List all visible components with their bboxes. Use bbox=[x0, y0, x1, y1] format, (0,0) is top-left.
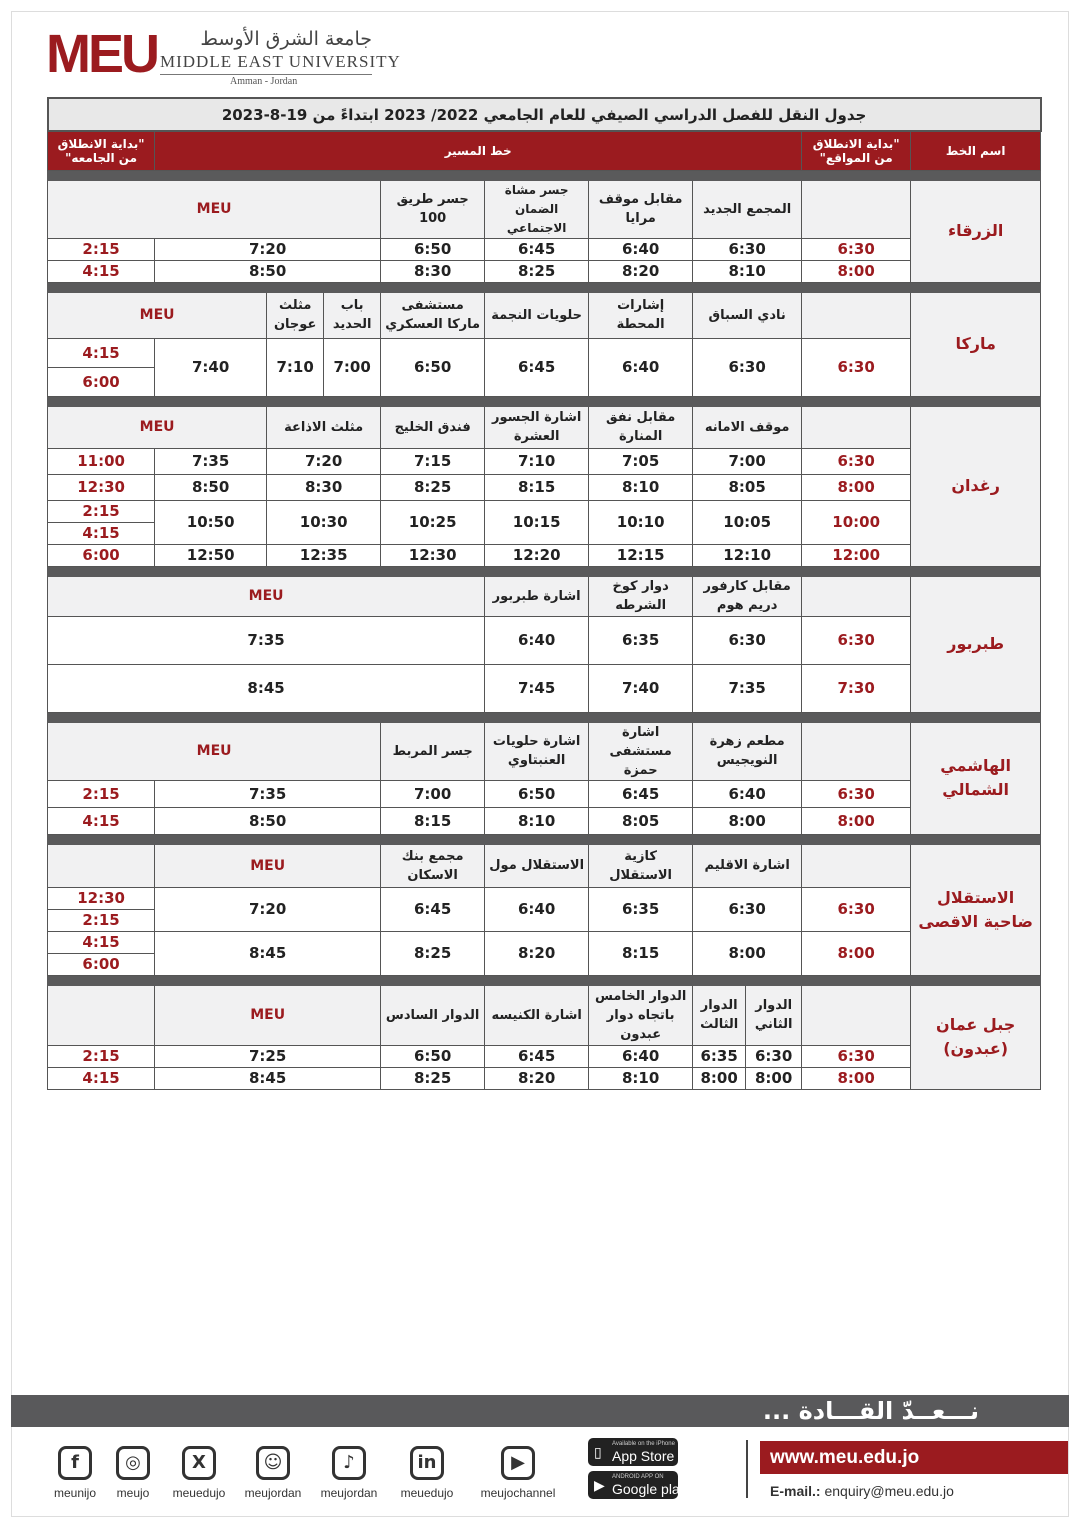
stop-time: 8:25 bbox=[381, 931, 485, 975]
blank-cell bbox=[802, 576, 911, 616]
stop-name: حلويات النجمة bbox=[485, 292, 589, 338]
stop-name: مثلث الاذاعة bbox=[267, 406, 381, 448]
blank-cell bbox=[802, 722, 911, 780]
start-time: 6:30 bbox=[802, 1045, 911, 1067]
university-departure-time: 12:30 bbox=[48, 887, 155, 909]
section-separator bbox=[48, 396, 1041, 406]
meu-arrival-time: 8:50 bbox=[155, 260, 381, 282]
app-store-label: App Store bbox=[612, 1448, 675, 1464]
stop-time: 8:00 bbox=[693, 807, 802, 834]
university-departure-time: 6:00 bbox=[48, 544, 155, 566]
social-label: meujordan bbox=[244, 1486, 302, 1500]
stop-time: 6:40 bbox=[589, 1045, 693, 1067]
stop-name: مطعم زهرة النويجيس bbox=[693, 722, 802, 780]
university-departure-time: 11:00 bbox=[48, 448, 155, 474]
university-departure-time: 12:30 bbox=[48, 474, 155, 500]
google-play-icon: ▶ bbox=[594, 1477, 605, 1493]
social-snapchat[interactable] bbox=[238, 1446, 308, 1500]
stop-time: 6:50 bbox=[485, 780, 589, 807]
line-marka: ماركا bbox=[911, 292, 1041, 396]
stop-time: 6:30 bbox=[693, 616, 802, 664]
stop-time: 6:50 bbox=[381, 338, 485, 396]
meu-arrival-time: 7:25 bbox=[155, 1045, 381, 1067]
meu-label: MEU bbox=[155, 844, 381, 887]
blank-cell bbox=[802, 844, 911, 887]
start-time: 8:00 bbox=[802, 474, 911, 500]
stop-time: 6:30 bbox=[693, 887, 802, 931]
stop-time: 8:00 bbox=[693, 1067, 746, 1089]
meu-label: MEU bbox=[48, 576, 485, 616]
meu-arrival-time: 7:40 bbox=[155, 338, 267, 396]
app-store-small: Available on the iPhone bbox=[612, 1441, 675, 1447]
stop-time: 8:10 bbox=[693, 260, 802, 282]
blank-cell bbox=[48, 985, 155, 1045]
blank-cell bbox=[802, 985, 911, 1045]
university-departure-time: 4:15 bbox=[48, 522, 155, 544]
stop-name: الدوار الخامس باتجاه دوار عبدون bbox=[589, 985, 693, 1045]
social-label: meuedujo bbox=[400, 1486, 454, 1500]
stop-time: 8:20 bbox=[589, 260, 693, 282]
logo-divider bbox=[160, 74, 372, 75]
section-separator bbox=[48, 975, 1041, 985]
stop-time: 6:50 bbox=[381, 238, 485, 260]
meu-label: MEU bbox=[48, 406, 267, 448]
stop-time: 6:40 bbox=[693, 780, 802, 807]
section-separator bbox=[48, 566, 1041, 576]
stop-time: 6:40 bbox=[485, 616, 589, 664]
stop-name: مقابل موقف مرايا bbox=[589, 180, 693, 238]
stop-time: 10:10 bbox=[589, 500, 693, 544]
linkedin-icon: in bbox=[410, 1446, 444, 1480]
university-departure-time: 2:15 bbox=[48, 238, 155, 260]
stop-name: كازية الاستقلال bbox=[589, 844, 693, 887]
social-instagram[interactable] bbox=[98, 1446, 168, 1500]
stop-name: إشارات المحطة bbox=[589, 292, 693, 338]
stop-time: 8:30 bbox=[381, 260, 485, 282]
header-line-name: اسم الخط bbox=[911, 131, 1041, 170]
university-departure-time: 2:15 bbox=[48, 1045, 155, 1067]
meu-arrival-time: 10:50 bbox=[155, 500, 267, 544]
header-route: خط المسير bbox=[155, 131, 802, 170]
stop-time: 8:00 bbox=[746, 1067, 802, 1089]
start-time: 12:00 bbox=[802, 544, 911, 566]
header-start-sites: "بداية الانطلاق من المواقع" bbox=[802, 131, 911, 170]
stop-time: 8:20 bbox=[485, 1067, 589, 1089]
stop-time: 6:50 bbox=[381, 1045, 485, 1067]
snapchat-icon: ☺ bbox=[256, 1446, 290, 1480]
social-label: meujochannel bbox=[480, 1486, 556, 1500]
section-separator bbox=[48, 282, 1041, 292]
university-departure-time: 4:15 bbox=[48, 260, 155, 282]
email-address[interactable]: enquiry@meu.edu.jo bbox=[824, 1483, 954, 1499]
transport-schedule-table bbox=[47, 97, 1042, 1090]
stop-time: 6:45 bbox=[381, 887, 485, 931]
stop-name: باب الحديد bbox=[324, 292, 381, 338]
section-separator bbox=[48, 170, 1041, 180]
stop-time: 8:15 bbox=[589, 931, 693, 975]
google-play-small: ANDROID APP ON bbox=[612, 1474, 664, 1480]
meu-arrival-time: 12:50 bbox=[155, 544, 267, 566]
start-time: 8:00 bbox=[802, 260, 911, 282]
stop-name: الدوار الثالث bbox=[693, 985, 746, 1045]
stop-time: 6:30 bbox=[693, 338, 802, 396]
stop-time: 6:40 bbox=[485, 887, 589, 931]
stop-time: 8:05 bbox=[693, 474, 802, 500]
stop-name: الدوار الثاني bbox=[746, 985, 802, 1045]
stop-time: 10:15 bbox=[485, 500, 589, 544]
stop-time: 7:35 bbox=[693, 664, 802, 712]
stop-time: 6:40 bbox=[589, 238, 693, 260]
stop-time: 8:25 bbox=[381, 1067, 485, 1089]
header-start-university: "بداية الانطلاق من الجامعه" bbox=[48, 131, 155, 170]
stop-time: 8:15 bbox=[381, 807, 485, 834]
stop-name: جسر مشاة الضمان الاجتماعي bbox=[485, 180, 589, 238]
stop-name: مثلث عوجان bbox=[267, 292, 324, 338]
logo-abbr: MEU bbox=[46, 24, 157, 84]
meu-label: MEU bbox=[48, 292, 267, 338]
start-time: 8:00 bbox=[802, 807, 911, 834]
stop-name: اشارة الجسور العشرة bbox=[485, 406, 589, 448]
logo-name-ar: جامعة الشرق الأوسط bbox=[200, 28, 372, 50]
meu-arrival-time: 8:50 bbox=[155, 807, 381, 834]
stop-time: 8:25 bbox=[485, 260, 589, 282]
stop-name: اشارة طبربور bbox=[485, 576, 589, 616]
email-contact bbox=[770, 1483, 954, 1499]
stop-time: 6:35 bbox=[693, 1045, 746, 1067]
social-youtube[interactable] bbox=[462, 1446, 574, 1500]
stop-time: 12:10 bbox=[693, 544, 802, 566]
stop-time: 12:15 bbox=[589, 544, 693, 566]
meu-arrival-time: 8:45 bbox=[48, 664, 485, 712]
university-departure-time: 6:00 bbox=[48, 953, 155, 975]
social-label: meunijo bbox=[53, 1486, 97, 1500]
schedule-title: جدول النقل للفصل الدراسي الصيفي للعام الجامعي 2022/ 2023 ابتداءً من 19-8-2023 bbox=[48, 98, 1041, 131]
meu-arrival-time: 7:35 bbox=[155, 780, 381, 807]
start-time: 6:30 bbox=[802, 238, 911, 260]
stop-time: 6:45 bbox=[485, 338, 589, 396]
stop-name: دوار كوخ الشرطه bbox=[589, 576, 693, 616]
stop-time: 10:30 bbox=[267, 500, 381, 544]
website-link[interactable]: www.meu.edu.jo bbox=[760, 1441, 1068, 1474]
university-departure-time: 2:15 bbox=[48, 500, 155, 522]
logo-name-en: MIDDLE EAST UNIVERSITY bbox=[160, 52, 401, 71]
stop-name: مستشفى ماركا العسكري bbox=[381, 292, 485, 338]
email-label: E-mail.: bbox=[770, 1483, 821, 1499]
university-departure-time: 4:15 bbox=[48, 807, 155, 834]
stop-time: 7:00 bbox=[324, 338, 381, 396]
stop-time: 6:45 bbox=[589, 780, 693, 807]
stop-time: 12:20 bbox=[485, 544, 589, 566]
social-label: meujordan bbox=[320, 1486, 378, 1500]
social-tiktok[interactable] bbox=[314, 1446, 384, 1500]
slogan-bar bbox=[11, 1395, 1069, 1427]
google-play-badge[interactable] bbox=[588, 1471, 687, 1499]
stop-name: اشارة الكنيسه bbox=[485, 985, 589, 1045]
stop-time: 6:30 bbox=[746, 1045, 802, 1067]
university-departure-time: 6:00 bbox=[48, 367, 155, 396]
stop-time: 6:30 bbox=[693, 238, 802, 260]
stop-time: 10:25 bbox=[381, 500, 485, 544]
meu-arrival-time: 8:50 bbox=[155, 474, 267, 500]
blank-cell bbox=[48, 844, 155, 887]
stop-time: 10:05 bbox=[693, 500, 802, 544]
stop-time: 12:30 bbox=[381, 544, 485, 566]
stop-time: 6:40 bbox=[589, 338, 693, 396]
stop-time: 8:15 bbox=[485, 474, 589, 500]
start-time: 6:30 bbox=[802, 448, 911, 474]
blank-cell bbox=[802, 406, 911, 448]
stop-name: المجمع الجديد bbox=[693, 180, 802, 238]
stop-time: 8:25 bbox=[381, 474, 485, 500]
line-raghadan: رغدان bbox=[911, 406, 1041, 566]
university-departure-time: 4:15 bbox=[48, 931, 155, 953]
stop-name: موقف الامانه bbox=[693, 406, 802, 448]
stop-name: الدوار السادس bbox=[381, 985, 485, 1045]
university-departure-time: 2:15 bbox=[48, 909, 155, 931]
stop-time: 12:35 bbox=[267, 544, 381, 566]
apple-icon: ▯ bbox=[594, 1444, 602, 1460]
tiktok-icon: ♪ bbox=[332, 1446, 366, 1480]
meu-arrival-time: 7:35 bbox=[155, 448, 267, 474]
meu-arrival-time: 7:20 bbox=[155, 887, 381, 931]
stop-time: 8:30 bbox=[267, 474, 381, 500]
university-departure-time: 2:15 bbox=[48, 780, 155, 807]
start-time: 7:30 bbox=[802, 664, 911, 712]
stop-name: اشارة مستشفى حمزة bbox=[589, 722, 693, 780]
stop-time: 6:45 bbox=[485, 1045, 589, 1067]
line-istiqlal: الاستقلال ضاحية الاقصى bbox=[911, 844, 1041, 975]
line-hashmi: الهاشمي الشمالي bbox=[911, 722, 1041, 834]
meu-arrival-time: 8:45 bbox=[155, 931, 381, 975]
start-time: 6:30 bbox=[802, 887, 911, 931]
start-time: 8:00 bbox=[802, 1067, 911, 1089]
stop-name: الاستقلال مول bbox=[485, 844, 589, 887]
meu-label: MEU bbox=[155, 985, 381, 1045]
meu-label: MEU bbox=[48, 180, 381, 238]
stop-name: اشارة حلويات العنبتاوي bbox=[485, 722, 589, 780]
stop-time: 8:10 bbox=[589, 1067, 693, 1089]
youtube-icon: ▶ bbox=[501, 1446, 535, 1480]
x-icon: X bbox=[182, 1446, 216, 1480]
social-linkedin[interactable] bbox=[392, 1446, 462, 1500]
blank-cell bbox=[802, 180, 911, 238]
footer-divider bbox=[746, 1440, 748, 1498]
stop-time: 8:05 bbox=[589, 807, 693, 834]
stop-name: فندق الخليج bbox=[381, 406, 485, 448]
stop-name: مقابل نفق المنارة bbox=[589, 406, 693, 448]
line-tabarbour: طبربور bbox=[911, 576, 1041, 712]
meu-arrival-time: 7:35 bbox=[48, 616, 485, 664]
stop-time: 8:00 bbox=[693, 931, 802, 975]
stop-name: نادي السباق bbox=[693, 292, 802, 338]
line-zarqa: الزرقاء bbox=[911, 180, 1041, 282]
stop-time: 8:10 bbox=[589, 474, 693, 500]
facebook-icon: f bbox=[58, 1446, 92, 1480]
stop-time: 7:00 bbox=[381, 780, 485, 807]
stop-time: 7:10 bbox=[485, 448, 589, 474]
stop-time: 8:10 bbox=[485, 807, 589, 834]
university-departure-time: 4:15 bbox=[48, 1067, 155, 1089]
stop-time: 7:00 bbox=[693, 448, 802, 474]
stop-time: 7:15 bbox=[381, 448, 485, 474]
section-separator bbox=[48, 712, 1041, 722]
stop-time: 7:05 bbox=[589, 448, 693, 474]
stop-time: 6:35 bbox=[589, 887, 693, 931]
logo-city: Amman - Jordan bbox=[230, 76, 298, 87]
start-time: 6:30 bbox=[802, 616, 911, 664]
stop-name: جسر طريق 100 bbox=[381, 180, 485, 238]
stop-time: 8:20 bbox=[485, 931, 589, 975]
stop-time: 7:45 bbox=[485, 664, 589, 712]
start-time: 10:00 bbox=[802, 500, 911, 544]
stop-time: 7:10 bbox=[267, 338, 324, 396]
meu-arrival-time: 7:20 bbox=[155, 238, 381, 260]
blank-cell bbox=[802, 292, 911, 338]
meu-label: MEU bbox=[48, 722, 381, 780]
stop-time: 6:45 bbox=[485, 238, 589, 260]
university-departure-time: 4:15 bbox=[48, 338, 155, 367]
stop-name: اشارة الاقليم bbox=[693, 844, 802, 887]
stop-time: 7:40 bbox=[589, 664, 693, 712]
start-time: 6:30 bbox=[802, 338, 911, 396]
line-jabal-amman: جبل عمان (عبدون) bbox=[911, 985, 1041, 1089]
stop-time: 6:35 bbox=[589, 616, 693, 664]
section-separator bbox=[48, 834, 1041, 844]
start-time: 6:30 bbox=[802, 780, 911, 807]
instagram-icon: ◎ bbox=[116, 1446, 150, 1480]
stop-time: 7:20 bbox=[267, 448, 381, 474]
start-time: 8:00 bbox=[802, 931, 911, 975]
stop-name: مقابل كارفور دريم هوم bbox=[693, 576, 802, 616]
social-label: meujo bbox=[116, 1486, 150, 1500]
social-x[interactable] bbox=[164, 1446, 234, 1500]
stop-name: جسر المربط bbox=[381, 722, 485, 780]
stop-name: مجمع بنك الاسكان bbox=[381, 844, 485, 887]
app-store-badge[interactable] bbox=[588, 1438, 678, 1466]
meu-arrival-time: 8:45 bbox=[155, 1067, 381, 1089]
social-label: meuedujo bbox=[172, 1486, 226, 1500]
slogan: نـــعــدّ القـــادة ... bbox=[762, 1397, 979, 1425]
social-links bbox=[40, 1446, 570, 1506]
google-play-label: Google play bbox=[612, 1481, 687, 1497]
